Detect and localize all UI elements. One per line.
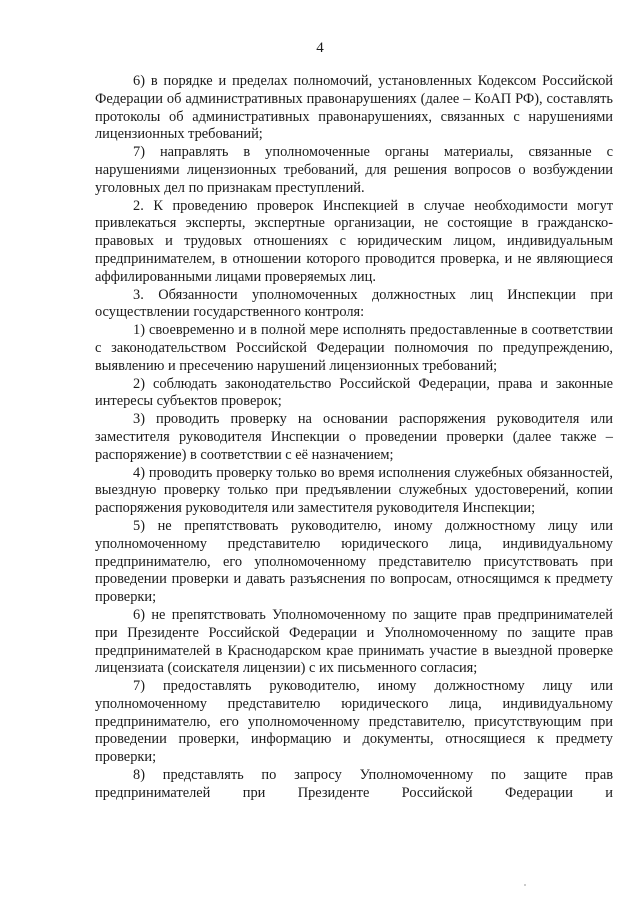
paragraph-duty-1: 1) своевременно и в полной мере исполнять предоставленные в соответствии с законодательством Российской Федерации полномочия по предупреждению, выявлению и пресечению нарушений лицензионных требований; [95,322,613,374]
paragraph-section-3-duties: 3. Обязанности уполномоченных должностных лиц Инспекции при осуществлении государственного контроля: [95,286,613,321]
paragraph-duty-7: 7) предоставлять руководителю, иному должностному лицу или уполномоченному представителю юридического лица, индивидуальному предпринимателю, его уполномоченному представителю, присутствующим при проведении проверки, информацию и документы, относящиеся к предмету проверки; [95,678,613,766]
paragraph-item-6-protocols: 6) в порядке и пределах полномочий, установленных Кодексом Российской Федерации об административных правонарушениях (далее – КоАП РФ), составлять протоколы об административных правонарушениях, связанных с нарушениями лицензионных требований; [95,73,613,143]
document-body [95,73,613,803]
paragraph-section-2-experts: 2. К проведению проверок Инспекцией в случае необходимости могут привлекаться эксперты, экспертные организации, не состоящие в гражданско-правовых и трудовых отношениях с юридическим лицом, индивидуальным предпринимателем, в отношении которого проводится проверка, и не являющиеся аффилированными лицами проверяемых лиц. [95,197,613,285]
paragraph-duty-6: 6) не препятствовать Уполномоченному по защите прав предпринимателей при Президенте Российской Федерации и Уполномоченному по защите прав предпринимателей в Краснодарском крае принимать участие в выездной проверке лицензиата (соискателя лицензии) с их письменного согласия; [95,606,613,677]
paragraph-duty-2: 2) соблюдать законодательство Российской Федерации, права и законные интересы субъектов проверок; [95,375,613,410]
paragraph-duty-4: 4) проводить проверку только во время исполнения служебных обязанностей, выездную проверку только при предъявлении служебных удостоверений, копии распоряжения руководителя или заместителя руководителя Инспекции; [95,464,613,517]
paragraph-duty-3: 3) проводить проверку на основании распоряжения руководителя или заместителя руководителя Инспекции о проведении проверки (далее также – распоряжение) в соответствии с её назначением; [95,411,613,463]
paragraph-duty-8: 8) представлять по запросу Уполномоченному по защите прав предпринимателей при Президенте Российской Федерации и [95,767,613,801]
paragraph-duty-5: 5) не препятствовать руководителю, иному должностному лицу или уполномоченному представителю юридического лица, индивидуальному предпринимателю, его уполномоченному представителю присутствовать при проведении проверки и давать разъяснения по вопросам, относящимся к предмету проверки; [95,517,613,606]
page-number: 4 [316,40,324,56]
scan-speck [524,884,526,886]
paragraph-item-7-materials: 7) направлять в уполномоченные органы материалы, связанные с нарушениями лицензионных требований, для решения вопросов о возбуждении уголовных дел по признакам преступлений. [95,144,613,196]
